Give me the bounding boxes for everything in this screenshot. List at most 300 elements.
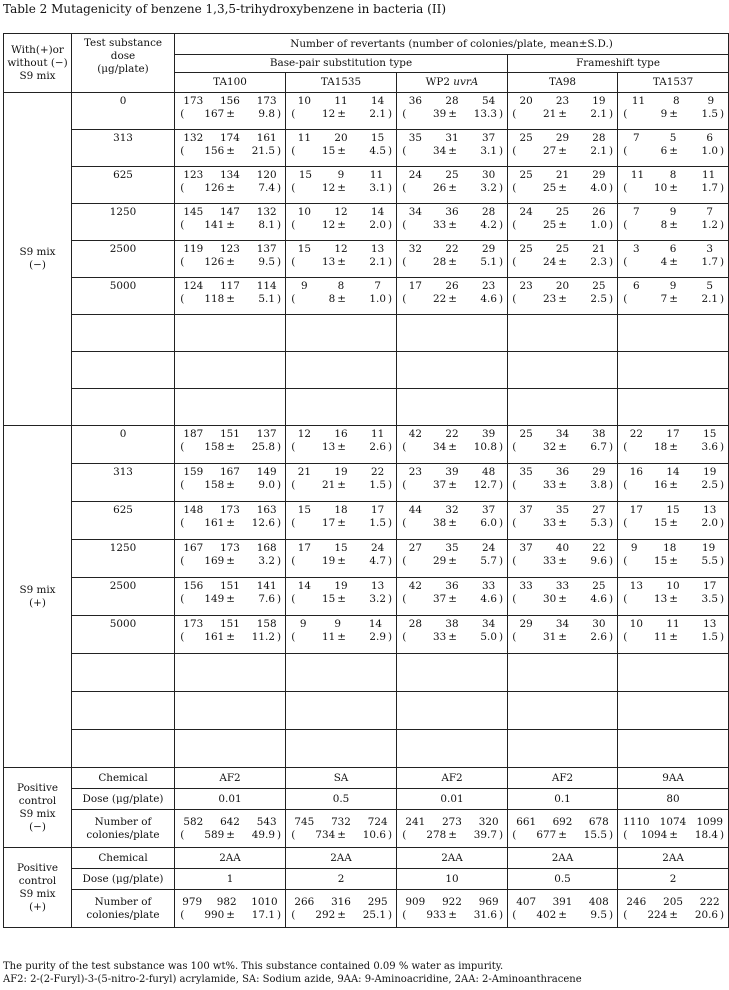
mean-sd: ( 11 ± 1.5 )	[623, 631, 725, 643]
value: 677	[536, 828, 557, 841]
value: 13	[321, 256, 336, 268]
value: 27	[542, 145, 557, 157]
value: 6.0	[480, 517, 497, 529]
revertant-cell	[286, 130, 397, 167]
mean-sd: ( 677 ± 15.5 )	[512, 828, 613, 841]
empty-cell	[618, 730, 729, 768]
value: 8	[669, 169, 677, 181]
value: 9	[334, 618, 341, 630]
value: 1.0	[590, 219, 607, 231]
mean-sd: ( 10 ± 1.7 )	[623, 182, 725, 194]
chemical-label: Chemical	[72, 848, 175, 869]
mean-sd: ( 27 ± 2.1 )	[512, 145, 613, 157]
value: 17	[297, 542, 311, 554]
value: 7	[633, 206, 640, 218]
value: 34	[555, 618, 570, 630]
revertant-cell	[397, 464, 508, 502]
mean-sd: ( 33 ± 9.6 )	[512, 555, 613, 567]
value: 933	[426, 908, 447, 921]
value: 246	[626, 895, 647, 908]
mean-sd: ( 149 ± 7.6 )	[180, 593, 281, 605]
value: 25	[519, 169, 533, 181]
value: 15	[654, 555, 668, 567]
value: 33	[542, 555, 557, 567]
value: 26	[445, 280, 459, 292]
empty-cell	[397, 692, 508, 730]
value: 37	[482, 504, 496, 516]
value: 32	[542, 441, 557, 453]
mean-sd: ( 13 ± 2.6 )	[291, 441, 392, 453]
dose-label: Dose (μg/plate)	[72, 789, 175, 810]
value: 14	[666, 466, 680, 478]
value: 30	[592, 618, 606, 630]
mean-sd: ( 8 ± 1.0 )	[291, 293, 392, 305]
chemical-row	[4, 848, 729, 869]
mean-sd: ( 4 ± 1.7 )	[623, 256, 725, 268]
revertant-cell	[286, 810, 397, 848]
value: 9	[669, 206, 677, 218]
revertant-cell	[618, 540, 729, 578]
revertant-cell	[508, 502, 618, 540]
value: 10	[654, 182, 668, 194]
value: 35	[408, 132, 422, 144]
value: 29	[555, 132, 570, 144]
value: 692	[552, 815, 573, 828]
plate-counts	[397, 95, 507, 108]
mean-sd: ( 18 ± 3.6 )	[623, 441, 725, 453]
value: 5.3	[590, 517, 607, 529]
revertant-cell	[508, 616, 618, 654]
plate-counts	[397, 132, 507, 145]
revertant-cell	[286, 502, 397, 540]
empty-cell	[508, 315, 618, 352]
value: 34	[482, 618, 496, 630]
value: 39	[482, 428, 496, 440]
chemical-cell: AF2	[175, 768, 286, 789]
value: 31.6	[473, 908, 497, 921]
plate-counts	[286, 504, 396, 517]
empty-cell	[72, 352, 175, 389]
plate-counts	[508, 243, 617, 256]
value: 1099	[696, 815, 723, 828]
dose-cell: 0	[72, 93, 175, 130]
value: 29	[432, 555, 447, 567]
revertant-cell	[508, 540, 618, 578]
dose-cell: 2	[618, 869, 729, 890]
empty-cell	[286, 315, 397, 352]
value: 21	[542, 108, 557, 120]
mean-sd: ( 158 ± 25.8 )	[180, 441, 281, 453]
value: 278	[426, 828, 447, 841]
value: 147	[220, 206, 240, 218]
value: 161	[204, 631, 225, 643]
value: 31	[542, 631, 557, 643]
value: 25	[445, 169, 459, 181]
s9-group-label: S9 mix (−)	[4, 93, 72, 426]
value: 241	[405, 815, 426, 828]
revertant-cell	[397, 502, 508, 540]
value: 16	[334, 428, 348, 440]
value: 14	[371, 206, 385, 218]
value: 21	[297, 466, 311, 478]
chemical-cell: 2AA	[618, 848, 729, 869]
empty-cell	[286, 692, 397, 730]
value: 123	[183, 169, 204, 181]
value: 22	[445, 428, 459, 440]
mean-sd: ( 31 ± 2.6 )	[512, 631, 613, 643]
plate-counts	[508, 428, 617, 441]
revertant-cell	[508, 167, 618, 204]
table-row	[4, 278, 729, 315]
value: 158	[204, 479, 225, 491]
value: 745	[294, 815, 315, 828]
value: 27	[592, 504, 606, 516]
value: 33	[555, 580, 570, 592]
plate-counts	[508, 542, 617, 555]
value: 13	[629, 580, 643, 592]
plate-counts	[397, 206, 507, 219]
value: 9	[301, 280, 308, 292]
revertant-cell	[397, 426, 508, 464]
value: 1.5	[701, 108, 718, 120]
value: 34	[555, 428, 570, 440]
value: 969	[478, 895, 499, 908]
value: 1.2	[701, 219, 718, 231]
value: 14	[297, 580, 311, 592]
value: 15.5	[583, 828, 607, 841]
value: 6	[633, 280, 640, 292]
mean-sd: ( 39 ± 13.3 )	[402, 108, 503, 120]
mean-sd: ( 402 ± 9.5 )	[512, 908, 613, 921]
value: 18	[334, 504, 348, 516]
value: 23	[519, 280, 533, 292]
revertant-cell	[286, 426, 397, 464]
dose-cell: 0.1	[508, 789, 618, 810]
revertant-cell	[618, 93, 729, 130]
mean-sd: ( 34 ± 10.8 )	[402, 441, 503, 453]
empty-cell	[618, 389, 729, 426]
table-row	[4, 130, 729, 167]
mean-sd: ( 23 ± 2.5 )	[512, 293, 613, 305]
value: 137	[256, 428, 277, 440]
value: 23	[542, 293, 557, 305]
revertant-cell	[508, 204, 618, 241]
empty-cell	[397, 352, 508, 389]
value: 161	[204, 517, 225, 529]
dose-cell: 80	[618, 789, 729, 810]
value: 156	[183, 580, 204, 592]
value: 19	[321, 555, 336, 567]
revertant-cell	[508, 93, 618, 130]
value: 922	[442, 895, 462, 908]
value: 33	[432, 631, 447, 643]
value: 11	[666, 618, 680, 630]
revertant-cell	[618, 167, 729, 204]
revertant-cell	[508, 241, 618, 278]
dose-cell: 5000	[72, 278, 175, 315]
value: 9	[337, 169, 345, 181]
value: 13	[703, 618, 717, 630]
mean-sd: ( 734 ± 10.6 )	[291, 828, 392, 841]
plate-counts	[175, 816, 285, 829]
value: 20.6	[694, 908, 718, 921]
value: 1.5	[369, 479, 386, 491]
dose-cell: 625	[72, 167, 175, 204]
plate-counts	[286, 95, 396, 108]
mean-sd: ( 933 ± 31.6 )	[402, 908, 503, 921]
value: 10	[297, 95, 311, 107]
chemical-cell: 2AA	[508, 848, 618, 869]
value: 26	[432, 182, 447, 194]
value: 32	[445, 504, 459, 516]
value: 8	[337, 280, 345, 292]
value: 2.1	[701, 293, 718, 305]
plate-counts	[397, 896, 507, 909]
colony-count-row	[4, 810, 729, 848]
value: 11	[631, 95, 646, 107]
plate-counts	[618, 618, 728, 631]
empty-cell	[397, 389, 508, 426]
empty-cell	[72, 315, 175, 352]
chemical-cell: SA	[286, 768, 397, 789]
value: 7	[660, 293, 668, 305]
plate-counts	[286, 428, 396, 441]
s9-group-label: S9 mix (+)	[4, 426, 72, 768]
chemical-cell: AF2	[508, 768, 618, 789]
value: 12	[297, 428, 311, 440]
mean-sd: ( 24 ± 2.3 )	[512, 256, 613, 268]
value: 40	[555, 542, 570, 554]
value: 28	[408, 618, 422, 630]
dose-cell: 10	[397, 869, 508, 890]
value: 9.5	[258, 256, 275, 268]
value: 2.0	[701, 517, 718, 529]
value: 28	[482, 206, 496, 218]
value: 28	[592, 132, 606, 144]
plate-counts	[508, 896, 617, 909]
value: 224	[647, 908, 668, 921]
revertant-cell	[397, 810, 508, 848]
revertant-cell	[618, 426, 729, 464]
value: 2.6	[590, 631, 607, 643]
revertant-cell	[286, 616, 397, 654]
value: 156	[220, 95, 240, 107]
value: 161	[256, 132, 277, 144]
mean-sd: ( 12 ± 3.1 )	[291, 182, 392, 194]
revertants-header: Number of revertants (number of colonies/plate, mean±S.D.)	[175, 34, 729, 55]
revertant-cell	[618, 241, 729, 278]
colony-count-row	[4, 890, 729, 928]
mean-sd: ( 12 ± 2.1 )	[291, 108, 392, 120]
dose-column-header: Test substance dose (μg/plate)	[72, 34, 175, 93]
revertant-cell	[286, 540, 397, 578]
revertant-cell	[618, 890, 729, 928]
value: 37	[482, 132, 496, 144]
value: 24	[519, 206, 533, 218]
revertant-cell	[175, 810, 286, 848]
plate-counts	[397, 580, 507, 593]
mean-sd: ( 15 ± 2.0 )	[623, 517, 725, 529]
value: 15	[321, 593, 336, 605]
plate-counts	[508, 169, 617, 182]
plate-counts	[618, 243, 728, 256]
value: 7	[374, 280, 381, 292]
value: 25	[519, 428, 533, 440]
value: 4.6	[590, 593, 607, 605]
value: 13	[703, 504, 717, 516]
empty-cell	[286, 389, 397, 426]
revertant-cell	[286, 93, 397, 130]
strain-header: TA98	[508, 73, 618, 93]
strain-header: TA1535	[286, 73, 397, 93]
purity-note: The purity of the test substance was 100 wt%. This substance contained 0.09 % water as impurity.	[3, 961, 504, 972]
value: 13	[371, 580, 385, 592]
mean-sd: ( 33 ± 4.2 )	[402, 219, 503, 231]
value: 16	[629, 466, 643, 478]
value: 151	[220, 580, 240, 592]
value: 24	[542, 256, 557, 268]
value: 35	[519, 466, 533, 478]
value: 149	[204, 593, 225, 605]
value: 37	[432, 479, 447, 491]
value: 25	[592, 280, 606, 292]
revertant-cell	[397, 241, 508, 278]
value: 137	[256, 243, 277, 255]
chemical-cell: 2AA	[286, 848, 397, 869]
value: 11	[297, 132, 311, 144]
empty-cell	[175, 352, 286, 389]
dose-label: Dose (μg/plate)	[72, 869, 175, 890]
value: 23	[482, 280, 496, 292]
value: 25.8	[251, 441, 275, 453]
value: 1.7	[701, 256, 718, 268]
value: 151	[220, 428, 240, 440]
empty-cell	[397, 654, 508, 692]
plate-counts	[286, 542, 396, 555]
value: 25	[519, 243, 533, 255]
plate-counts	[397, 504, 507, 517]
value: 167	[183, 542, 204, 554]
plate-counts	[397, 816, 507, 829]
value: 6	[669, 243, 677, 255]
mean-sd: ( 589 ± 49.9 )	[180, 828, 281, 841]
value: 7.4	[258, 182, 275, 194]
dose-cell: 1250	[72, 540, 175, 578]
value: 11	[321, 631, 336, 643]
value: 11	[654, 631, 668, 643]
table-row	[4, 204, 729, 241]
dose-cell: 0	[72, 426, 175, 464]
value: 20	[555, 280, 570, 292]
value: 163	[256, 504, 277, 516]
value: 316	[331, 895, 351, 908]
revertant-cell	[508, 278, 618, 315]
value: 17	[629, 504, 643, 516]
revertant-cell	[175, 93, 286, 130]
mean-sd: ( 141 ± 8.1 )	[180, 219, 281, 231]
value: 114	[256, 280, 277, 292]
mean-sd: ( 30 ± 4.6 )	[512, 593, 613, 605]
mean-sd: ( 156 ± 21.5 )	[180, 145, 281, 157]
mean-sd: ( 37 ± 12.7 )	[402, 479, 503, 491]
value: 2.3	[590, 256, 607, 268]
value: 39	[445, 466, 459, 478]
plate-counts	[618, 206, 728, 219]
value: 42	[408, 428, 422, 440]
empty-row	[4, 692, 729, 730]
table-row	[4, 540, 729, 578]
mean-sd: ( 21 ± 2.1 )	[512, 108, 613, 120]
base-pair-header: Base-pair substitution type	[175, 55, 508, 73]
revertant-cell	[397, 278, 508, 315]
value: 49.9	[251, 828, 275, 841]
value: 141	[204, 219, 225, 231]
revertant-cell	[175, 167, 286, 204]
value: 4.7	[369, 555, 386, 567]
value: 33	[542, 479, 557, 491]
table-row	[4, 93, 729, 130]
plate-counts	[286, 243, 396, 256]
revertant-cell	[618, 278, 729, 315]
table-row	[4, 464, 729, 502]
plate-counts	[618, 816, 728, 829]
empty-cell	[72, 389, 175, 426]
revertant-cell	[175, 204, 286, 241]
value: 15	[297, 243, 311, 255]
value: 292	[315, 908, 336, 921]
revertant-cell	[508, 464, 618, 502]
value: 1074	[659, 815, 687, 828]
value: 10.8	[473, 441, 497, 453]
revertant-cell	[508, 890, 618, 928]
revertant-cell	[175, 130, 286, 167]
value: 36	[555, 466, 570, 478]
revertant-cell	[397, 204, 508, 241]
plate-counts	[618, 504, 728, 517]
plate-counts	[397, 428, 507, 441]
value: 408	[588, 895, 609, 908]
value: 18	[654, 441, 668, 453]
value: 169	[204, 555, 225, 567]
value: 734	[315, 828, 336, 841]
revertant-cell	[175, 502, 286, 540]
mean-sd: ( 33 ± 5.3 )	[512, 517, 613, 529]
plate-counts	[618, 466, 728, 479]
revertant-cell	[397, 578, 508, 616]
value: 1.7	[701, 182, 718, 194]
value: 29	[519, 618, 533, 630]
value: 642	[220, 815, 240, 828]
value: 15	[703, 428, 717, 440]
value: 24	[371, 542, 385, 554]
value: 2.1	[590, 145, 607, 157]
value: 2.1	[590, 108, 607, 120]
revertant-cell	[618, 204, 729, 241]
value: 17	[666, 428, 680, 440]
chemical-cell: 2AA	[175, 848, 286, 869]
value: 9.6	[590, 555, 607, 567]
value: 27	[408, 542, 422, 554]
dose-cell: 1250	[72, 204, 175, 241]
value: 8	[328, 293, 336, 305]
table-row	[4, 616, 729, 654]
value: 6.7	[590, 441, 607, 453]
mean-sd: ( 158 ± 9.0 )	[180, 479, 281, 491]
value: 15	[298, 169, 313, 181]
value: 35	[555, 504, 570, 516]
value: 119	[183, 243, 204, 255]
mean-sd: ( 224 ± 20.6 )	[623, 908, 725, 921]
